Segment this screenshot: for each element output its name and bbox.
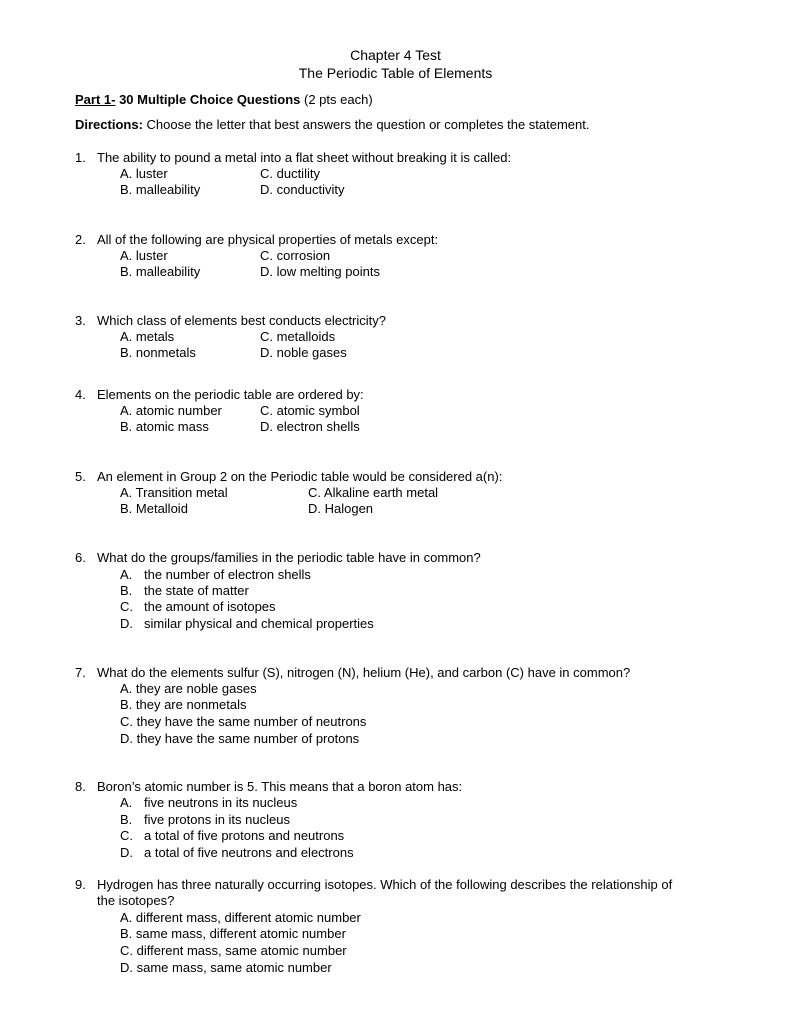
option-c: C. they have the same number of neutrons bbox=[120, 714, 367, 729]
option-c: C. ductility bbox=[260, 166, 320, 181]
part-points: (2 pts each) bbox=[300, 92, 373, 107]
question-number: 9. bbox=[75, 877, 86, 892]
question-text: What do the groups/families in the periodic table have in common? bbox=[97, 550, 481, 565]
question-text: Boron’s atomic number is 5. This means that a boron atom has: bbox=[97, 779, 463, 794]
page-subtitle: The Periodic Table of Elements bbox=[298, 65, 493, 81]
option-letter: D. bbox=[120, 845, 133, 860]
option-b: B. malleability bbox=[120, 264, 201, 279]
option-letter: A. bbox=[120, 567, 133, 582]
option-b: B. atomic mass bbox=[120, 419, 209, 434]
option-a: A. they are noble gases bbox=[120, 681, 257, 696]
option-d: D. same mass, same atomic number bbox=[120, 960, 332, 975]
option-d: D. low melting points bbox=[260, 264, 380, 279]
option-b: B. malleability bbox=[120, 182, 201, 197]
part-heading bbox=[75, 92, 373, 108]
option-a: A. metals bbox=[120, 329, 175, 344]
question-text: Elements on the periodic table are ordered by: bbox=[97, 387, 364, 402]
directions-text: Choose the letter that best answers the question or completes the statement. bbox=[142, 117, 590, 132]
question-text: An element in Group 2 on the Periodic table would be considered a(n): bbox=[97, 469, 503, 484]
question-text: All of the following are physical properties of metals except: bbox=[97, 232, 439, 247]
option-letter: A. bbox=[120, 795, 133, 810]
option-b: five protons in its nucleus bbox=[144, 812, 290, 827]
option-d: D. Halogen bbox=[308, 501, 374, 516]
part-title: 30 Multiple Choice Questions bbox=[115, 92, 301, 107]
question-number: 1. bbox=[75, 150, 86, 165]
option-d: similar physical and chemical properties bbox=[144, 616, 374, 631]
question-number: 2. bbox=[75, 232, 86, 247]
option-letter: D. bbox=[120, 616, 133, 631]
option-b: B. nonmetals bbox=[120, 345, 196, 360]
question-number: 6. bbox=[75, 550, 86, 565]
option-letter: B. bbox=[120, 812, 133, 827]
option-c: C. different mass, same atomic number bbox=[120, 943, 347, 958]
option-d: D. conductivity bbox=[260, 182, 345, 197]
option-b: B. same mass, different atomic number bbox=[120, 926, 346, 941]
page-title: Chapter 4 Test bbox=[350, 47, 441, 63]
question-number: 8. bbox=[75, 779, 86, 794]
question-text: Which class of elements best conducts electricity? bbox=[97, 313, 387, 328]
option-c: C. metalloids bbox=[260, 329, 336, 344]
question-number: 3. bbox=[75, 313, 86, 328]
option-c: C. corrosion bbox=[260, 248, 331, 263]
option-d: D. they have the same number of protons bbox=[120, 731, 360, 746]
option-a: the number of electron shells bbox=[144, 567, 311, 582]
option-a: A. Transition metal bbox=[120, 485, 228, 500]
question-text: The ability to pound a metal into a flat sheet without breaking it is called: bbox=[97, 150, 512, 165]
option-b: B. Metalloid bbox=[120, 501, 188, 516]
question-text: Hydrogen has three naturally occurring isotopes. Which of the following describes the relationship of bbox=[97, 877, 673, 892]
part-label: Part 1- bbox=[75, 92, 116, 107]
question-number: 5. bbox=[75, 469, 86, 484]
option-d: a total of five neutrons and electrons bbox=[144, 845, 354, 860]
directions-label: Directions: bbox=[75, 117, 143, 132]
question-text: What do the elements sulfur (S), nitrogen (N), helium (He), and carbon (C) have in common? bbox=[97, 665, 631, 680]
option-c: C. atomic symbol bbox=[260, 403, 360, 418]
question-number: 7. bbox=[75, 665, 86, 680]
option-a: A. atomic number bbox=[120, 403, 222, 418]
option-c: the amount of isotopes bbox=[144, 599, 276, 614]
question-number: 4. bbox=[75, 387, 86, 402]
option-b: B. they are nonmetals bbox=[120, 697, 247, 712]
option-letter: B. bbox=[120, 583, 133, 598]
option-c: a total of five protons and neutrons bbox=[144, 828, 345, 843]
option-a: A. different mass, different atomic number bbox=[120, 910, 361, 925]
directions bbox=[75, 117, 590, 133]
option-letter: C. bbox=[120, 599, 133, 614]
option-c: C. Alkaline earth metal bbox=[308, 485, 439, 500]
option-a: A. luster bbox=[120, 166, 168, 181]
option-a: A. luster bbox=[120, 248, 168, 263]
question-text-continued: the isotopes? bbox=[97, 893, 175, 908]
option-a: five neutrons in its nucleus bbox=[144, 795, 298, 810]
option-b: the state of matter bbox=[144, 583, 249, 598]
option-d: D. electron shells bbox=[260, 419, 360, 434]
option-d: D. noble gases bbox=[260, 345, 347, 360]
option-letter: C. bbox=[120, 828, 133, 843]
